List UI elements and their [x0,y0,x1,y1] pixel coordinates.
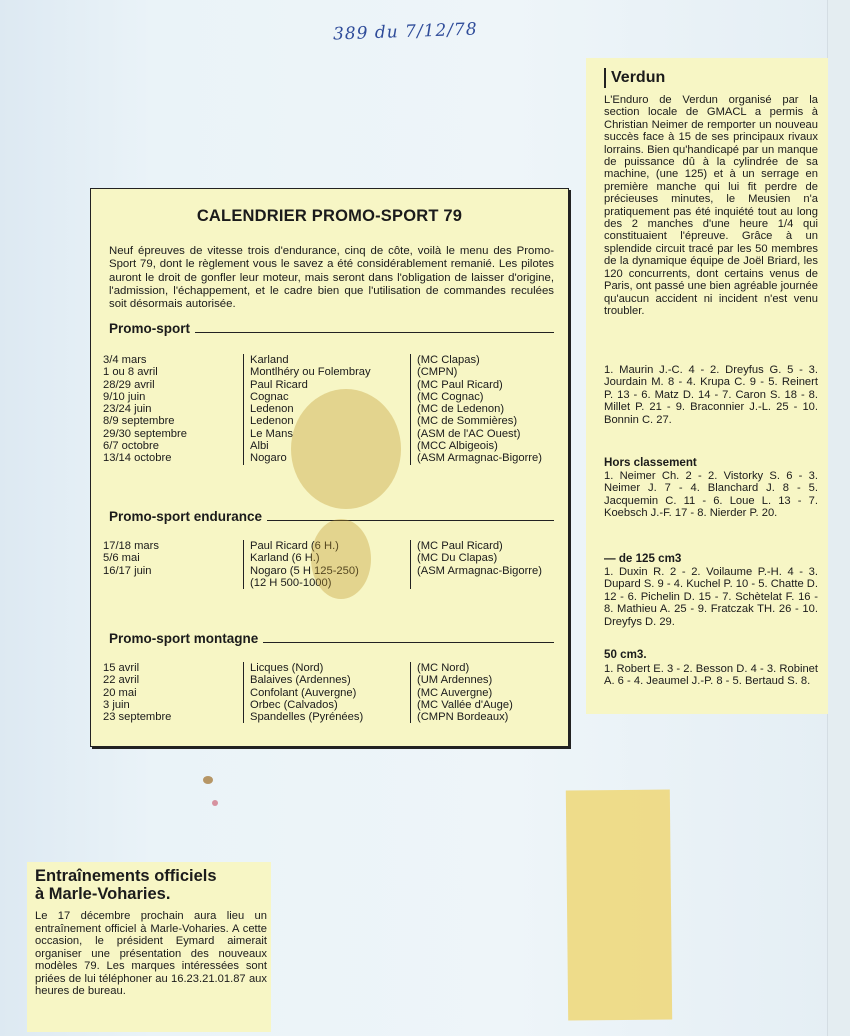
event-date [103,577,243,589]
calendar-row [103,674,567,686]
event-club: (MC Paul Ricard) [410,540,567,552]
event-club: (ASM Armagnac-Bigorre) [410,452,567,464]
calendar-row [103,687,567,699]
hors-classement-results: 1. Neimer Ch. 2 - 2. Vistorky S. 6 - 3. Neimer J. 7 - 4. Blanchard J. 8 - 5. Jacquemin C. 11 - 6. Loue L. 13 - 7. Koebsch J.-F. 17 - 8. Nierder P. 20. [604,470,818,520]
event-place: Nogaro (5 H 125-250) [243,565,410,577]
verdun-clipping [586,58,828,714]
event-place: Albi [243,440,410,452]
event-date: 8/9 septembre [103,415,175,428]
event-club: (CMPN Bordeaux) [410,711,567,723]
event-date: 15 avril [103,662,140,674]
event-date: 17/18 mars [103,540,159,552]
page-edge [827,0,850,1036]
event-date: 6/7 octobre [103,440,159,453]
verdun-results: 1. Maurin J.-C. 4 - 2. Dreyfus G. 5 - 3. Jourdain M. 8 - 4. Krupa C. 9 - 5. Reinert P. 13 - 6. Matz D. 14 - 7. Caron S. 18 - 8. Millet P. 21 - 9. Braconnier J.-L. 25 - 10. Bonnin C. 27. [604,364,818,426]
event-place: Montlhéry ou Folembray [243,366,410,378]
event-place: Ledenon [243,415,410,427]
section-title: Promo-sport endurance [109,509,263,524]
stain [311,519,371,599]
event-club: (MCC Albigeois) [410,440,567,452]
calendar-clipping [90,188,569,747]
section-rule [267,520,554,521]
event-date: 16/17 juin [103,564,152,577]
calendar-row [103,699,567,711]
event-place: Le Mans [243,428,410,440]
event-club: (MC Cognac) [410,391,567,403]
event-club: (UM Ardennes) [410,674,567,686]
event-place: Nogaro [243,452,410,464]
event-place: Cognac [243,391,410,403]
calendar-row [103,354,567,366]
event-date: 9/10 juin [103,390,146,403]
section-heading-promo-sport [109,321,554,336]
handwritten-note: 389 du 7/12/78 [332,19,478,45]
event-date: 28/29 avril [103,378,155,391]
stain [212,800,218,806]
c125-heading: — de 125 cm3 [604,552,682,565]
event-date: 29/30 septembre [103,427,187,440]
stain [203,776,213,784]
calendar-row [103,366,567,378]
event-place: Paul Ricard (6 H.) [243,540,410,552]
event-date: 23 septembre [103,711,172,724]
event-date: 1 ou 8 avril [103,366,158,379]
event-club: (MC Clapas) [410,354,567,366]
entrainements-title [35,867,217,903]
event-place: Confolant (Auvergne) [243,687,410,699]
event-club: (ASM Armagnac-Bigorre) [410,565,567,577]
event-club: (CMPN) [410,366,567,378]
hors-classement-heading: Hors classement [604,456,697,469]
event-place: Balaives (Ardennes) [243,674,410,686]
event-date: 22 avril [103,674,140,687]
entrainements-body: Le 17 décembre prochain aura lieu un entraînement officiel à Marle-Voharies. A cette occasion, le président Eymard aimerait organiser une présentation des nouveaux modèles 79. Les marques intéressées sont priées de lui téléphoner au 16.23.21.01.87 aux heures de bureau. [35,910,267,997]
calendar-row [103,711,567,723]
event-place: Karland (6 H.) [243,552,410,564]
event-club: (MC Nord) [410,662,567,674]
verdun-title: Verdun [604,68,665,88]
event-club [410,577,567,589]
event-place: Licques (Nord) [243,662,410,674]
section-rule [263,642,554,643]
event-place: Ledenon [243,403,410,415]
stain [291,389,401,509]
event-date: 13/14 octobre [103,452,172,465]
section-title: Promo-sport [109,321,190,336]
calendar-intro: Neuf épreuves de vitesse trois d'endurance, cinq de côte, voilà le menu des Promo-Sport 79, dont le règlement vous le savez a été considérablement remanié. Les pilotes auront le droit de gonfler leur moteur, mais seront dans l'obligation de laisser d'origine, l'admission, l'échappement, et le cadre bien que l'utilisation de commandes reculées soit désormais autorisée. [109,245,554,311]
c50-heading: 50 cm3. [604,648,647,661]
event-club: (MC de Sommières) [410,415,567,427]
event-place: Orbec (Calvados) [243,699,410,711]
entrainements-title-line1: Entraînements officiels [35,867,217,885]
event-date: 20 mai [103,686,137,699]
c125-results: 1. Duxin R. 2 - 2. Voilaume P.-H. 4 - 3. Dupard S. 9 - 4. Kuchel P. 10 - 5. Chatte D. 12 - 6. Pichelin D. 15 - 7. Schètelat F. 16 - 8. Mathieu A. 25 - 9. Fratczak TH. 26 - 10. Dreyfys D. 29. [604,566,818,628]
event-date: 3/4 mars [103,354,147,366]
event-date: 5/6 mai [103,552,140,565]
event-date: 23/24 juin [103,403,152,416]
event-date: 3 juin [103,698,130,711]
entrainements-title-line2: à Marle-Voharies. [35,885,171,903]
section-title: Promo-sport montagne [109,631,259,646]
event-club: (MC Paul Ricard) [410,379,567,391]
event-place: (12 H 500-1000) [243,577,410,589]
event-place: Karland [243,354,410,366]
c50-results: 1. Robert E. 3 - 2. Besson D. 4 - 3. Robinet A. 6 - 4. Jeaumel J.-P. 8 - 5. Bertaud S. 8. [604,663,818,688]
event-club: (MC Vallée d'Auge) [410,699,567,711]
section-heading-montagne [109,631,554,646]
entrainements-clipping [27,862,271,1032]
section-rule [195,332,554,333]
event-club: (MC Du Clapas) [410,552,567,564]
event-club: (ASM de l'AC Ouest) [410,428,567,440]
calendar-title: CALENDRIER PROMO-SPORT 79 [196,207,463,225]
verdun-body: L'Enduro de Verdun organisé par la section locale de GMACL a permis à Christian Neimer de remporter un nouveau succès face à 15 de ses principaux rivaux lorrains. Bien qu'handicapé par un manque de puissance dû à la cylindrée de sa machine, (une 125) et à un serrage en première manche qui lui fit perdre de précieuses minutes, le Meusien n'a pratiquement pas été inquiété tout au long des 2 manches d'une heure 1/4 qui constituaient l'épreuve. Grâce à un splendide circuit tracé par les 50 membres de la dynamique équipe de Joël Briard, les 120 concurrents, dont certains venus de Paris, ont passé une bien agréable journée qu'aucun accident ni incident n'est venu troubler. [604,94,818,317]
montagne-table [103,662,567,723]
event-place: Spandelles (Pyrénées) [243,711,410,723]
adhesive-tape [566,789,672,1020]
event-club: (MC Auvergne) [410,687,567,699]
calendar-row [103,662,567,674]
event-place: Paul Ricard [243,379,410,391]
event-club: (MC de Ledenon) [410,403,567,415]
